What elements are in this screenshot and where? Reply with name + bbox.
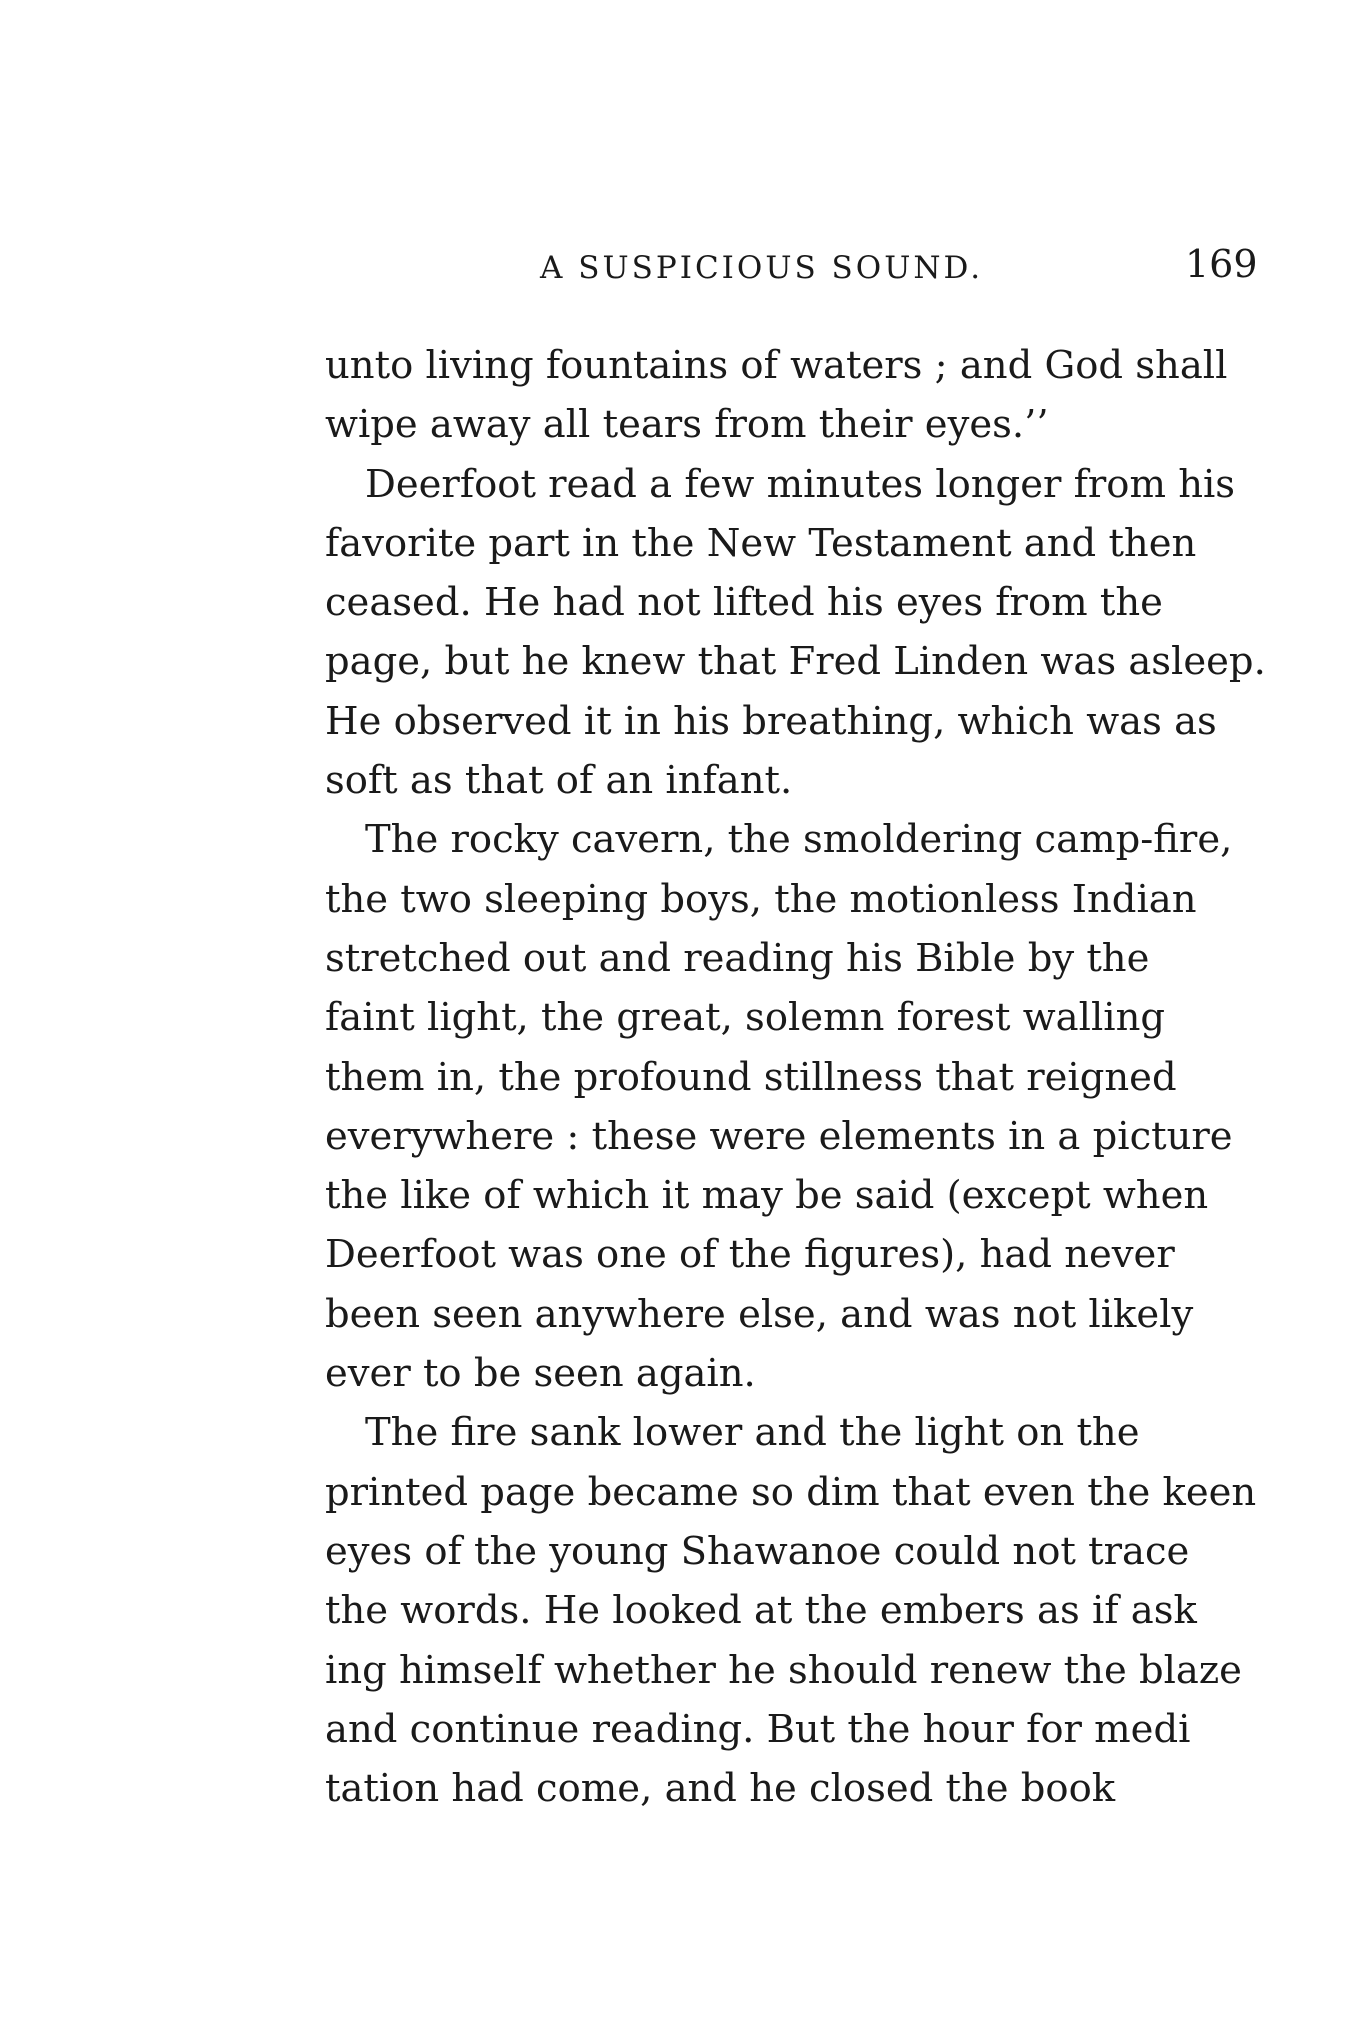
text-line: them in, the profound stillness that reigned <box>325 1054 1177 1100</box>
text-line: page, but he knew that Fred Linden was asleep. <box>325 639 1266 685</box>
text-line: everywhere : these were elements in a picture <box>325 1113 1233 1159</box>
text-line: ceased. He had not lifted his eyes from the <box>325 580 1163 626</box>
text-line: been seen anywhere else, and was not likely <box>325 1291 1194 1337</box>
text-line: He observed it in his breathing, which was as <box>325 698 1217 744</box>
text-line: favorite part in the New Testament and then <box>325 520 1197 566</box>
text-line: the like of which it may be said (except when <box>325 1173 1209 1219</box>
text-line: faint light, the great, solemn forest walling <box>325 995 1166 1041</box>
text-line: ever to be seen again. <box>325 1351 756 1397</box>
text-line: The rocky cavern, the smoldering camp-fire, <box>365 817 1233 863</box>
text-line: and continue reading. But the hour for medi <box>325 1706 1191 1752</box>
text-line: The fire sank lower and the light on the <box>365 1410 1140 1456</box>
text-line: ing himself whether he should renew the blaze <box>325 1647 1242 1693</box>
text-line: the two sleeping boys, the motionless Indian <box>325 876 1197 922</box>
text-line: stretched out and reading his Bible by the <box>325 935 1150 981</box>
text-line: wipe away all tears from their eyes.’’ <box>325 402 1049 448</box>
text-line: tation had come, and he closed the book <box>325 1766 1116 1812</box>
text-line: Deerfoot was one of the figures), had never <box>325 1232 1175 1278</box>
running-head: A SUSPICIOUS SOUND. <box>540 250 984 286</box>
text-line: unto living fountains of waters ; and God shall <box>325 343 1228 388</box>
text-line: the words. He looked at the embers as if ask <box>325 1588 1197 1634</box>
text-line: eyes of the young Shawanoe could not trace <box>325 1528 1190 1574</box>
page-number: 169 <box>1185 242 1258 286</box>
text-line: soft as that of an infant. <box>325 758 793 804</box>
text-line: Deerfoot read a few minutes longer from his <box>365 461 1236 507</box>
text-line: printed page became so dim that even the keen <box>325 1469 1257 1515</box>
body-text <box>325 336 1335 1818</box>
